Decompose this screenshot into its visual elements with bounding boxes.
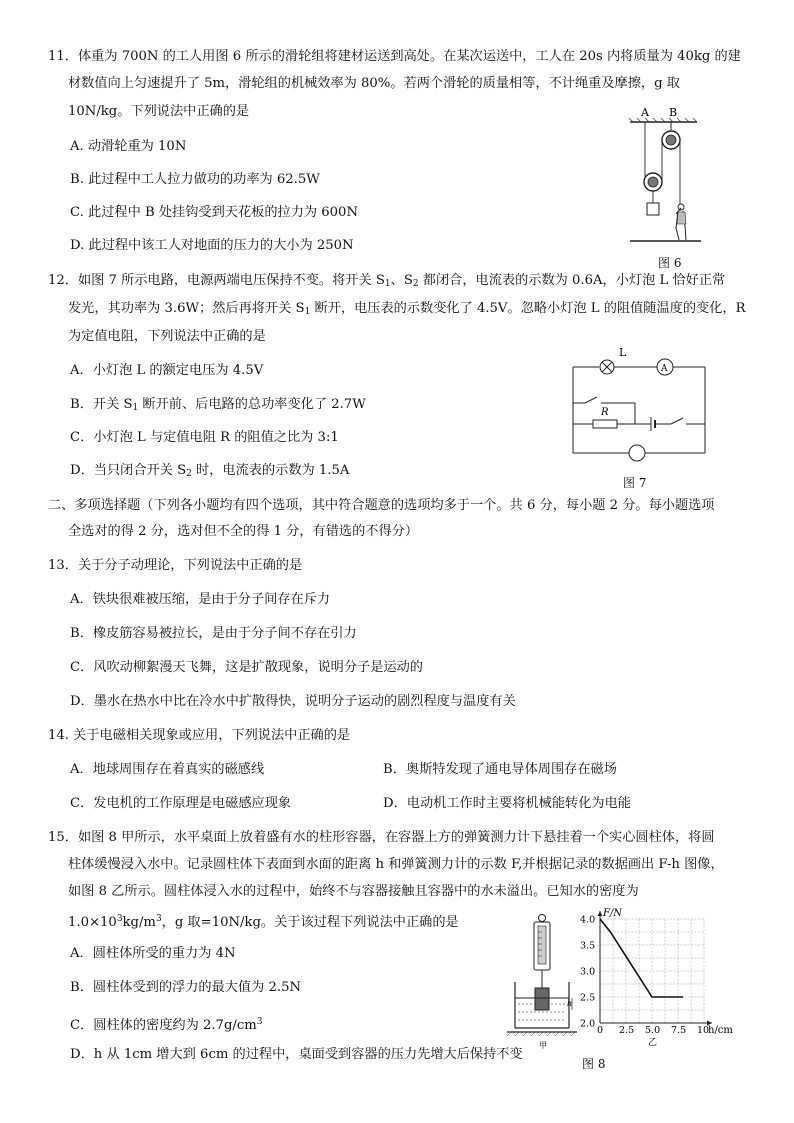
chart-x-tick-label: 10 [697, 1025, 710, 1036]
fig7-label-l: L [619, 346, 627, 359]
q11-option-a: A. 动滑轮重为 10N [70, 139, 187, 154]
q14-option-c: C．发电机的工作原理是电磁感应现象 [70, 796, 292, 811]
chart-x-tick-label: 0 [597, 1025, 604, 1036]
q14-option-b: B．奥斯特发现了通电导体周围存在磁场 [383, 762, 617, 777]
fig6-label-a: A [641, 106, 649, 119]
q12-line3: 为定值电阻，下列说法中正确的是 [68, 329, 266, 344]
q12-option-d: D．当只闭合开关 $S_2$ 时，电流表的示数为 1.5A [70, 463, 350, 479]
q15-line3: 如图 8 乙所示。圆柱体浸入水的过程中，始终不与容器接触且容器中的水未溢出。已知水的密度为 [68, 884, 639, 899]
q12-option-b: B．开关 $S_1$ 断开前、后电路的总功率变化了 2.7W [70, 397, 366, 413]
q12-option-a: A．小灯泡 L 的额定电压为 4.5V [70, 363, 264, 378]
q13-stem: 13．关于分子动理论，下列说法中正确的是 [48, 558, 303, 573]
chart-y-axis-label: F/N [603, 908, 623, 919]
q13-option-c: C．风吹动柳絮漫天飞舞，这是扩散现象，说明分子是运动的 [70, 660, 423, 675]
figure-8a-apparatus-diagram [505, 912, 580, 1052]
q15-option-b: B．圆柱体受到的浮力的最大值为 2.5N [70, 980, 302, 995]
chart-y-axis-arrow [598, 911, 603, 916]
q13-option-a: A．铁块很难被压缩，是由于分子间存在斥力 [70, 592, 331, 607]
q15-option-c: C．圆柱体的密度约为 $2.7g/cm^3$ [70, 1017, 263, 1033]
figure-7-circuit-diagram [565, 345, 710, 470]
q12-line1: 12．如图 7 所示电路，电源两端电压保持不变。将开关 $S_1$、$S_2$ 都闭合，电流表的示数为 0.6A，小灯泡 L 恰好正常 [48, 273, 726, 289]
chart-x-tick-label: 2.5 [619, 1025, 635, 1036]
q13-option-d: D．墨水在热水中比在冷水中扩散得快，说明分子运动的剧烈程度与温度有关 [70, 694, 516, 709]
q14-option-a: A．地球周围存在着真实的磁感线 [70, 762, 265, 777]
section-2-heading-line1: 二、多项选择题（下列各小题均有四个选项，其中符合题意的选项均多于一个。共 6 分，每小题 2 分。每小题选项 [48, 498, 715, 513]
fig6-label-b: B [669, 106, 678, 119]
fig8b-label-yi: 乙 [648, 1038, 658, 1048]
q11-option-c: C. 此过程中 B 处挂钩受到天花板的拉力为 600N [70, 205, 358, 220]
chart-y-tick-label: 2.0 [580, 1018, 596, 1030]
q11-line2: 材数值向上匀速提升了 5m，滑轮组的机械效率为 80%。若两个滑轮的质量相等，不计绳重及摩擦，g 取 [68, 76, 680, 91]
fig8a-label-h: h [567, 999, 573, 1008]
q15-line1: 15．如图 8 甲所示，水平桌面上放着盛有水的柱形容器，在容器上方的弹簧测力计下悬挂着一个实心圆柱体，将圆 [48, 830, 715, 845]
q13-option-b: B．橡皮筋容易被拉长，是由于分子间不存在引力 [70, 626, 357, 641]
q11-line1: 11．体重为 700N 的工人用图 6 所示的滑轮组将建材运送到高处。在某次运送中，工人在 20s 内将质量为 40kg 的建 [48, 49, 741, 64]
chart-grid [600, 919, 704, 1023]
q11-option-d: D. 此过程中该工人对地面的压力的大小为 250N [70, 238, 354, 253]
figure-7-caption: 图 7 [623, 476, 647, 490]
q15-line4: $1.0\times 10^3kg/m^3$，g 取=10N/kg。关于该过程下列说法中正确的是 [68, 914, 459, 930]
chart-y-tick-label: 4.0 [580, 914, 596, 926]
q15-line2: 柱体缓慢浸入水中。记录圆柱体下表面到水面的距离 h 和弹簧测力计的示数 F,并根据记录的数据画出 F-h 图像， [68, 857, 724, 872]
fig8a-label-jia: 甲 [539, 1041, 547, 1050]
figure-6-caption: 图 6 [658, 256, 682, 270]
fig7-label-r: R [601, 407, 609, 418]
q14-option-d: D．电动机工作时主要将机械能转化为电能 [383, 796, 631, 811]
chart-axes [598, 911, 713, 1026]
q12-option-c: C．小灯泡 L 与定值电阻 R 的阻值之比为 3:1 [70, 430, 339, 445]
chart-x-tick-label: 7.5 [671, 1025, 687, 1036]
q12-line2: 发光，其功率为 3.6W；然后再将开关 $S_1$ 断开，电压表的示数变化了 4.5V。忽略小灯泡 L 的阻值随温度的变化，R [68, 301, 746, 317]
figure-8-caption: 图 8 [582, 1057, 606, 1071]
q14-stem: 14. 关于电磁相关现象或应用，下列说法中正确的是 [48, 728, 351, 743]
chart-tick-labels [580, 915, 709, 1037]
q11-line3: 10N/kg。下列说法中正确的是 [68, 104, 250, 119]
chart-y-tick-label: 2.5 [580, 992, 596, 1004]
q15-option-d: D．h 从 1cm 增大到 6cm 的过程中，桌面受到容器的压力先增大后保持不变 [70, 1047, 523, 1062]
chart-y-tick-label: 3.0 [580, 966, 596, 978]
chart-x-tick-label: 5.0 [645, 1025, 661, 1036]
chart-x-axis-label: h/cm [708, 1025, 733, 1036]
figure-8b-fh-chart [578, 905, 738, 1050]
fig7-ammeter-label: A [661, 364, 668, 374]
q11-option-b: B. 此过程中工人拉力做功的功率为 62.5W [70, 172, 320, 187]
q15-option-a: A．圆柱体所受的重力为 4N [70, 946, 236, 961]
figure-6-pulley-diagram [625, 102, 705, 247]
section-2-heading-line2: 全选对的得 2 分，选对但不全的得 1 分，有错选的不得分） [68, 524, 419, 539]
chart-y-tick-label: 3.5 [580, 940, 596, 952]
